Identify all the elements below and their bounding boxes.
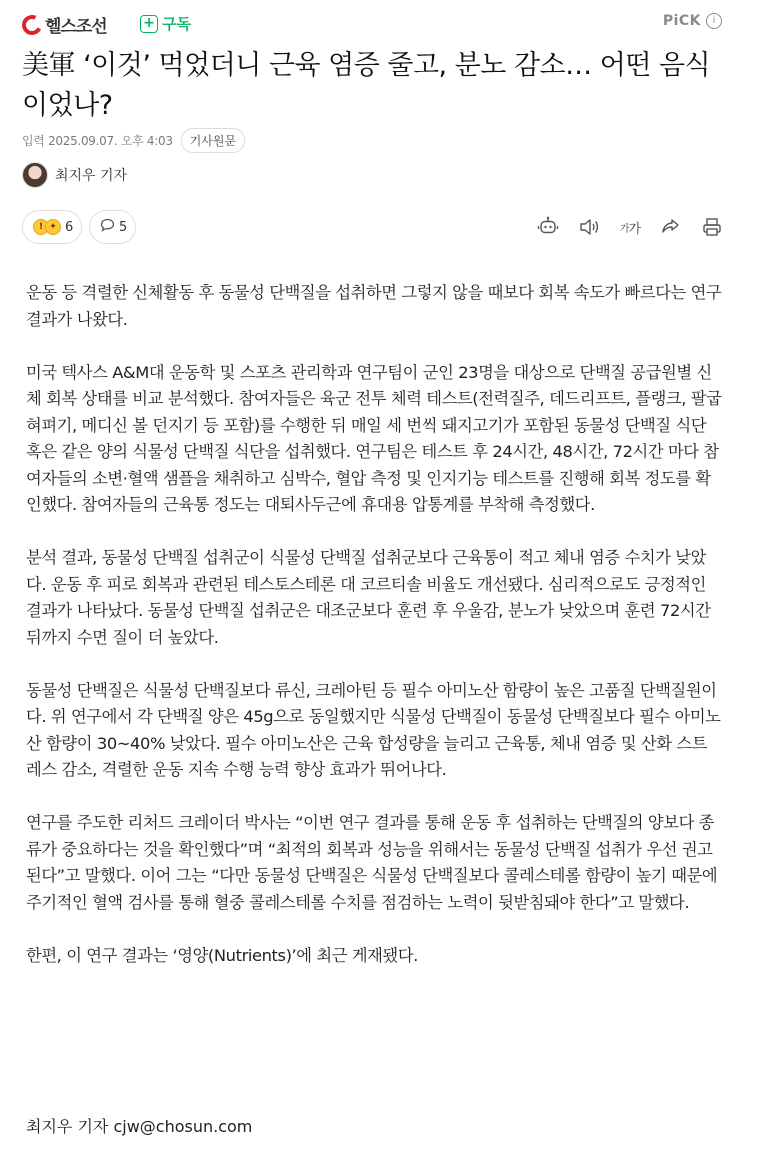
pick-label: PiCK — [662, 13, 701, 29]
comment-count: 5 — [119, 219, 128, 235]
info-icon[interactable]: i — [706, 13, 722, 29]
article-paragraph: 동물성 단백질은 식물성 단백질보다 류신, 크레아틴 등 필수 아미노산 함량이 높은 고품질 단백질원이다. 위 연구에서 각 단백질 양은 45g으로 동일했지만 식물성 단백질이 동물성 단백질보다 필수 아미노산 함량이 30~40% 낮았다. 필수 아미노산은 근육 합성량을 늘리고 근육통, 체내 염증 및 산화 스트레스 감소, 격렬한 운동 지속 수행 능력 향상 효과가 뛰어나다. — [26, 680, 721, 779]
subscribe-button[interactable] — [140, 13, 191, 34]
subscribe-label: 구독 — [162, 15, 191, 33]
author-info[interactable] — [22, 162, 127, 188]
article-tools — [519, 214, 724, 240]
robot-icon[interactable] — [536, 214, 560, 240]
font-size-label: 가 — [628, 221, 641, 237]
article-paragraph: 미국 텍사스 A&M대 운동학 및 스포츠 관리학과 연구팀이 군인 23명을 대상으로 단백질 공급원별 신체 회복 상태를 비교 분석했다. 참여자들은 육군 전투 체력 테스트(전력질주, 데드리프트, 플랭크, 팔굽혀펴기, 메디신 볼 던지기 등 포함)를 수행한 뒤 매일 세 번씩 돼지고기가 포함된 동물성 단백질 식단 혹은 같은 양의 식물성 단백질 식단을 섭취했다. 연구팀은 테스트 후 24시간, 48시간, 72시간 마다 참여자들의 소변·혈액 샘플을 채취하고 심박수, 혈압 측정 및 인지기능 테스트를 진행해 회복 정도를 확인했다. 참여자들의 근육통 정도는 대퇴사두근에 휴대용 압통계를 부착해 측정했다. — [26, 362, 722, 514]
speaker-icon[interactable] — [577, 214, 601, 240]
print-icon[interactable] — [700, 214, 724, 240]
logo-text: 헬스조선 — [45, 17, 107, 37]
original-article-button[interactable]: 기사원문 — [181, 128, 245, 153]
article-paragraph: 운동 등 격렬한 신체활동 후 동물성 단백질을 섭취하면 그렇지 않을 때보다 회복 속도가 빠르다는 연구 결과가 나왔다. — [26, 283, 722, 329]
font-size-small-glyph: 가 — [619, 223, 629, 235]
logo-mark-icon — [19, 12, 45, 38]
article-body — [26, 280, 722, 996]
surprised-face-icon: ! — [33, 219, 49, 235]
clap-face-icon: ✦ — [45, 219, 61, 235]
site-header — [22, 10, 722, 38]
pick-badge[interactable] — [663, 13, 722, 29]
author-avatar — [22, 162, 48, 188]
plus-icon: + — [140, 15, 158, 33]
comment-button[interactable] — [89, 210, 136, 244]
article-paragraph: 한편, 이 연구 결과는 ‘영양(Nutrients)’에 최근 게재됐다. — [26, 945, 418, 965]
reaction-faces — [33, 219, 61, 235]
share-icon[interactable] — [659, 214, 683, 240]
article-meta — [22, 128, 245, 153]
comment-icon — [100, 218, 115, 236]
published-date: 입력 2025.09.07. 오후 4:03 — [22, 134, 173, 148]
article-byline: 최지우 기자 cjw@chosun.com — [26, 1117, 253, 1136]
reaction-button[interactable] — [22, 210, 82, 244]
author-name: 최지우 기자 — [55, 168, 128, 184]
article-paragraph: 연구를 주도한 리처드 크레이더 박사는 “이번 연구 결과를 통해 운동 후 섭취하는 단백질의 양보다 종류가 중요하다는 것을 확인했다”며 “최적의 회복과 성능을 위해서는 동물성 단백질 섭취가 우선 권고된다”고 말했다. 이어 그는 “다만 동물성 단백질은 식물성 단백질보다 콜레스테롤 함량이 높기 때문에 주기적인 혈액 검사를 통해 혈중 콜레스테롤 수치를 점검하는 노력이 뒷받침돼야 한다”고 말했다. — [26, 813, 718, 912]
site-logo[interactable] — [22, 12, 107, 37]
font-size-icon[interactable] — [618, 214, 642, 240]
reaction-count: 6 — [65, 219, 74, 235]
article-title: 美軍 ‘이것’ 먹었더니 근육 염증 줄고, 분노 감소… 어떤 음식이었나? — [22, 50, 711, 121]
article-paragraph: 분석 결과, 동물성 단백질 섭취군이 식물성 단백질 섭취군보다 근육통이 적고 체내 염증 수치가 낮았다. 운동 후 피로 회복과 관련된 테스토스테론 대 코르티솔 비율도 개선됐다. 심리적으로도 긍정적인 결과가 나타났다. 동물성 단백질 섭취군은 대조군보다 훈련 후 우울감, 분노가 낮았으며 훈련 72시간 뒤까지 수면 질이 더 높았다. — [26, 548, 711, 647]
